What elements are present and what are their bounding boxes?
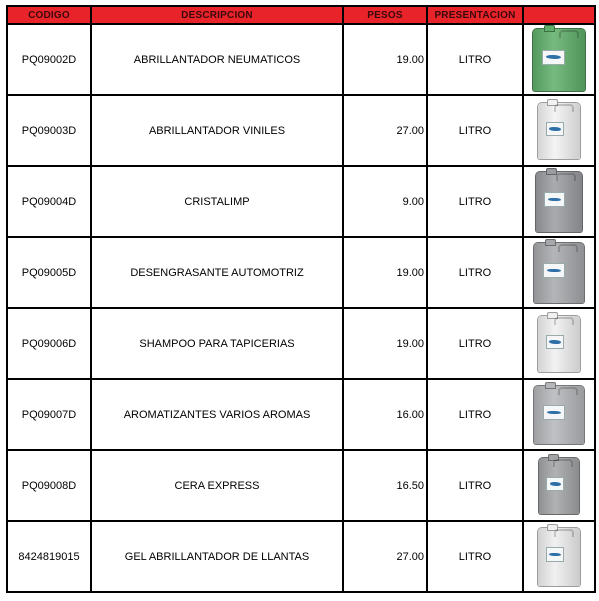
weight-cell: 16.00 xyxy=(343,379,427,450)
table-row xyxy=(7,24,595,95)
header-description: DESCRIPCION xyxy=(91,6,343,24)
table-row xyxy=(7,237,595,308)
product-image-cell xyxy=(523,166,595,237)
presentation-cell: LITRO xyxy=(427,450,523,521)
presentation-cell: LITRO xyxy=(427,521,523,592)
product-image-cell xyxy=(523,521,595,592)
weight-cell: 16.50 xyxy=(343,450,427,521)
product-image-cell xyxy=(523,24,595,95)
weight-cell: 19.00 xyxy=(343,24,427,95)
code-cell: PQ09003D xyxy=(7,95,91,166)
table-row xyxy=(7,95,595,166)
header-presentation: PRESENTACION xyxy=(427,6,523,24)
code-cell: PQ09006D xyxy=(7,308,91,379)
presentation-cell: LITRO xyxy=(427,237,523,308)
white-jug-icon xyxy=(537,315,581,373)
presentation-cell: LITRO xyxy=(427,379,523,450)
header-code: CODIGO xyxy=(7,6,91,24)
table-row xyxy=(7,521,595,592)
header-row xyxy=(7,6,595,24)
code-cell: 8424819015 xyxy=(7,521,91,592)
description-cell: ABRILLANTADOR NEUMATICOS xyxy=(91,24,343,95)
product-image-cell xyxy=(523,95,595,166)
white-jug-icon xyxy=(537,102,581,160)
weight-cell: 9.00 xyxy=(343,166,427,237)
white-jug-icon xyxy=(537,527,581,587)
gray-jug-icon xyxy=(533,385,585,445)
product-image-cell xyxy=(523,450,595,521)
product-image-cell xyxy=(523,308,595,379)
code-cell: PQ09005D xyxy=(7,237,91,308)
table-row xyxy=(7,450,595,521)
code-cell: PQ09008D xyxy=(7,450,91,521)
green-jug-icon xyxy=(532,28,586,92)
description-cell: CERA EXPRESS xyxy=(91,450,343,521)
weight-cell: 27.00 xyxy=(343,521,427,592)
description-cell: GEL ABRILLANTADOR DE LLANTAS xyxy=(91,521,343,592)
table-row xyxy=(7,379,595,450)
presentation-cell: LITRO xyxy=(427,24,523,95)
gray-jug-icon xyxy=(533,242,585,304)
gray-jug-icon xyxy=(538,457,580,515)
code-cell: PQ09002D xyxy=(7,24,91,95)
description-cell: AROMATIZANTES VARIOS AROMAS xyxy=(91,379,343,450)
presentation-cell: LITRO xyxy=(427,166,523,237)
code-cell: PQ09004D xyxy=(7,166,91,237)
product-image-cell xyxy=(523,237,595,308)
weight-cell: 19.00 xyxy=(343,308,427,379)
description-cell: ABRILLANTADOR VINILES xyxy=(91,95,343,166)
code-cell: PQ09007D xyxy=(7,379,91,450)
weight-cell: 27.00 xyxy=(343,95,427,166)
presentation-cell: LITRO xyxy=(427,95,523,166)
header-weight: PESOS xyxy=(343,6,427,24)
presentation-cell: LITRO xyxy=(427,308,523,379)
description-cell: CRISTALIMP xyxy=(91,166,343,237)
header-image xyxy=(523,6,595,24)
product-table xyxy=(6,5,596,593)
description-cell: DESENGRASANTE AUTOMOTRIZ xyxy=(91,237,343,308)
weight-cell: 19.00 xyxy=(343,237,427,308)
description-cell: SHAMPOO PARA TAPICERIAS xyxy=(91,308,343,379)
table-row xyxy=(7,166,595,237)
product-image-cell xyxy=(523,379,595,450)
table-row xyxy=(7,308,595,379)
gray-jug-icon xyxy=(535,171,583,233)
